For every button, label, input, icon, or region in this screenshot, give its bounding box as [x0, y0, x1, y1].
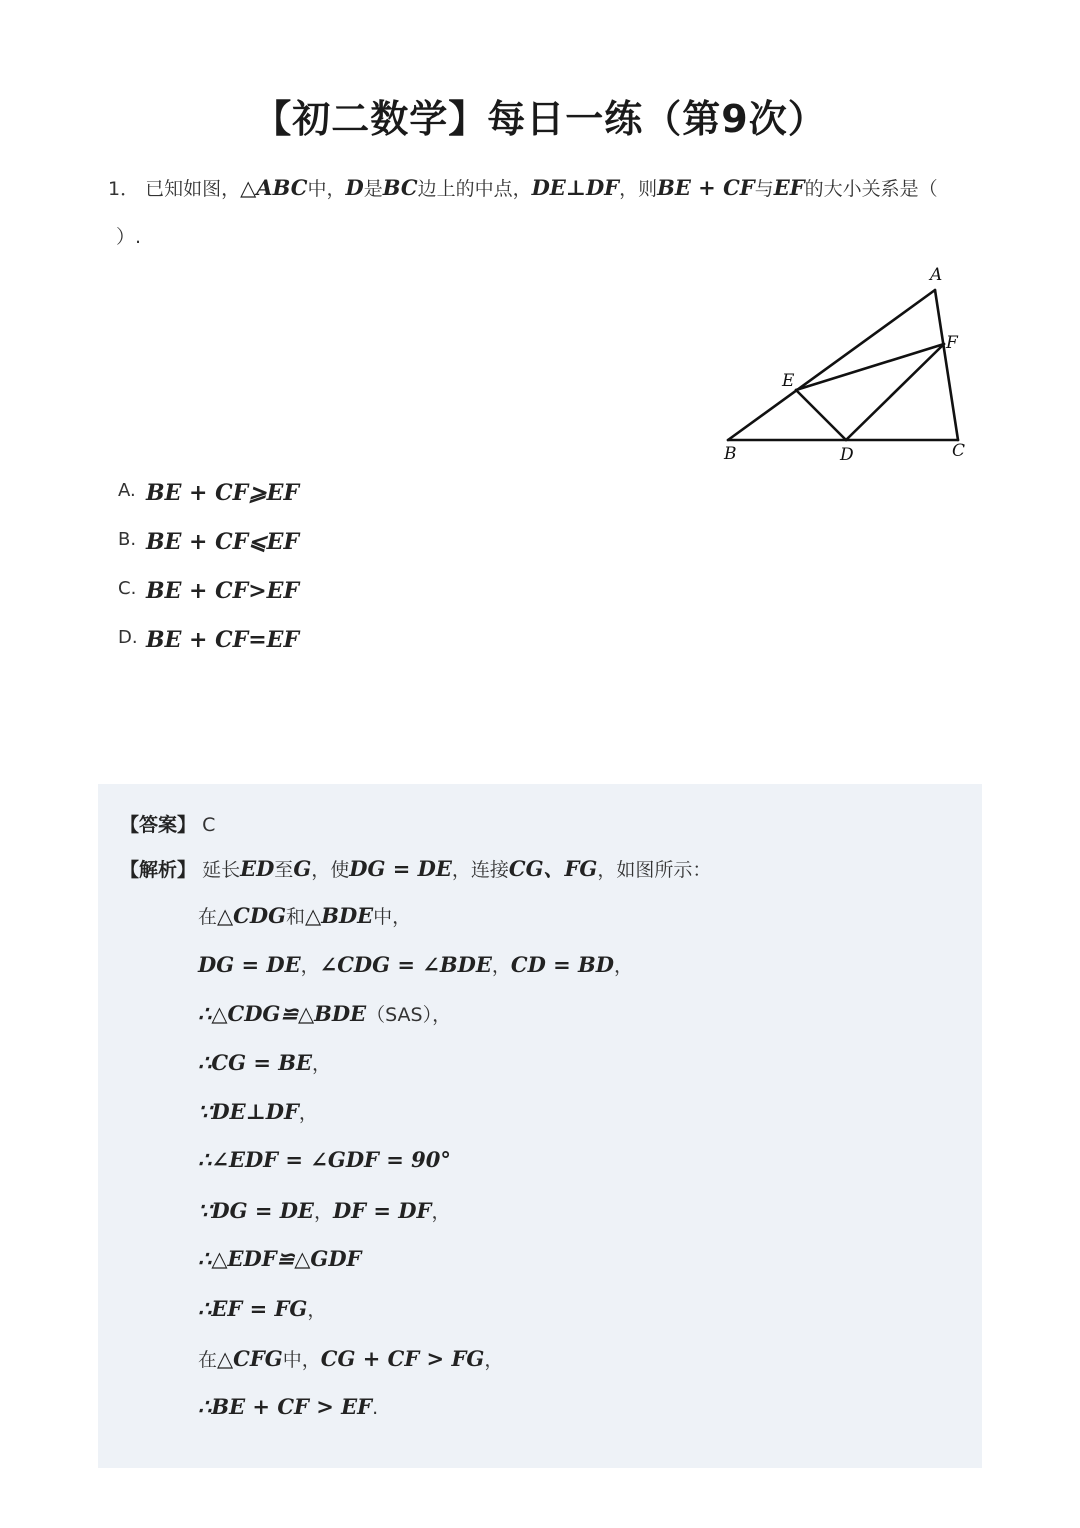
- step-text: ，: [300, 955, 320, 977]
- question-text-part: 与: [754, 178, 774, 200]
- question-text-part: 边上的中点，: [417, 178, 532, 200]
- label-f: F: [946, 333, 958, 353]
- answer-tag: 【答案】: [120, 814, 197, 836]
- math-expr: △CDG: [217, 903, 287, 928]
- label-a: A: [930, 265, 943, 285]
- question-number: 1．: [108, 178, 140, 200]
- math-expr: ∵DE⊥DF: [198, 1099, 299, 1124]
- math-de-perp-df: DE⊥DF: [531, 175, 620, 200]
- math-expr: ∴△CDG≌△BDE: [198, 1001, 367, 1026]
- math-expr: △CFG: [217, 1346, 283, 1371]
- step-text: ，: [307, 1299, 327, 1321]
- analysis-text: 延长: [202, 859, 241, 881]
- math-expr: ∵DG = DE: [198, 1198, 314, 1223]
- question-text-part: ，则: [619, 178, 658, 200]
- step-text: 中，: [282, 1349, 321, 1371]
- answer-row: [120, 810, 215, 837]
- solution-step-4: [198, 1049, 331, 1076]
- step-text: 在: [198, 1349, 218, 1371]
- segment-de: [796, 390, 846, 440]
- analysis-text: ，使: [311, 859, 350, 881]
- option-c[interactable]: [118, 578, 299, 604]
- solution-step-7: [198, 1197, 450, 1224]
- answer-value: C: [202, 814, 216, 836]
- math-expr: G: [293, 856, 312, 881]
- option-a[interactable]: [118, 480, 299, 506]
- option-expression: BE + CF⩽EF: [146, 529, 300, 555]
- math-triangle-abc: △ABC: [240, 175, 308, 200]
- option-expression: BE + CF>EF: [146, 578, 300, 604]
- option-expression: BE + CF=EF: [146, 627, 300, 653]
- analysis-intro: [120, 853, 711, 883]
- step-text: ，: [491, 955, 511, 977]
- math-expr: CG、FG: [508, 856, 598, 881]
- math-be-plus-cf: BE + CF: [657, 175, 755, 200]
- option-label: D.: [118, 627, 138, 648]
- solution-step-3: [198, 1000, 451, 1027]
- step-text: ，: [613, 955, 633, 977]
- option-label: A.: [118, 480, 136, 501]
- option-b[interactable]: [118, 529, 299, 555]
- math-expr: ∠CDG = ∠BDE: [319, 952, 492, 977]
- step-text: 和: [286, 906, 306, 928]
- question-text-part: 已知如图，: [145, 178, 241, 200]
- math-expr: ∴BE + CF > EF: [198, 1394, 373, 1419]
- solution-step-10: [198, 1345, 503, 1372]
- solution-step-6: [198, 1147, 451, 1172]
- solution-step-8: [198, 1246, 361, 1271]
- label-e: E: [782, 371, 795, 391]
- analysis-text: 至: [274, 859, 294, 881]
- analysis-text: ，如图所示：: [597, 859, 712, 881]
- math-segment-bc: BC: [382, 175, 418, 200]
- question-text-part: 的大小关系是（: [804, 178, 938, 200]
- question-text-part: 中，: [307, 178, 346, 200]
- label-b: B: [724, 444, 737, 464]
- step-text: （SAS），: [366, 1004, 452, 1026]
- math-expr: DG = DE: [349, 856, 452, 881]
- page-title: 【初二数学】每日一练（第9次）: [253, 97, 827, 141]
- label-d: D: [840, 445, 854, 465]
- math-expr: CG + CF > FG: [320, 1346, 485, 1371]
- math-point-d: D: [345, 175, 364, 200]
- option-d[interactable]: [118, 627, 299, 653]
- math-expr: △BDE: [305, 903, 374, 928]
- solution-step-1: [198, 902, 411, 929]
- math-expr: ∴△EDF≌△GDF: [198, 1246, 362, 1271]
- step-text: ，: [298, 1102, 318, 1124]
- math-expr: DG = DE: [198, 952, 301, 977]
- segment-ab: [728, 290, 935, 440]
- math-ef: EF: [773, 175, 805, 200]
- math-expr: ∴EF = FG: [198, 1296, 308, 1321]
- question-text: [108, 174, 938, 201]
- math-expr: ED: [240, 856, 275, 881]
- analysis-text: ，连接: [451, 859, 509, 881]
- step-text: 在: [198, 906, 218, 928]
- solution-step-9: [198, 1295, 326, 1322]
- option-expression: BE + CF⩾EF: [146, 480, 300, 506]
- question-text-part: 是: [363, 178, 383, 200]
- solution-step-5: [198, 1098, 318, 1125]
- step-text: .: [372, 1397, 379, 1419]
- math-expr: CD = BD: [510, 952, 614, 977]
- segment-ac: [935, 290, 958, 440]
- label-c: C: [952, 441, 966, 461]
- step-text: ，: [311, 1053, 331, 1075]
- solution-step-11: [198, 1394, 378, 1419]
- math-expr: DF = DF: [332, 1198, 432, 1223]
- analysis-tag: 【解析】: [120, 859, 197, 881]
- step-text: ，: [431, 1201, 451, 1223]
- step-text: ，: [313, 1201, 333, 1223]
- solution-step-2: [198, 951, 633, 978]
- triangle-figure: [712, 258, 982, 468]
- step-text: ，: [484, 1349, 504, 1371]
- question-text-end: ）.: [116, 226, 142, 248]
- math-expr: ∴CG = BE: [198, 1050, 312, 1075]
- option-label: C.: [118, 578, 137, 599]
- option-label: B.: [118, 529, 137, 550]
- math-expr: ∴∠EDF = ∠GDF = 90°: [198, 1147, 451, 1172]
- step-text: 中，: [373, 906, 412, 928]
